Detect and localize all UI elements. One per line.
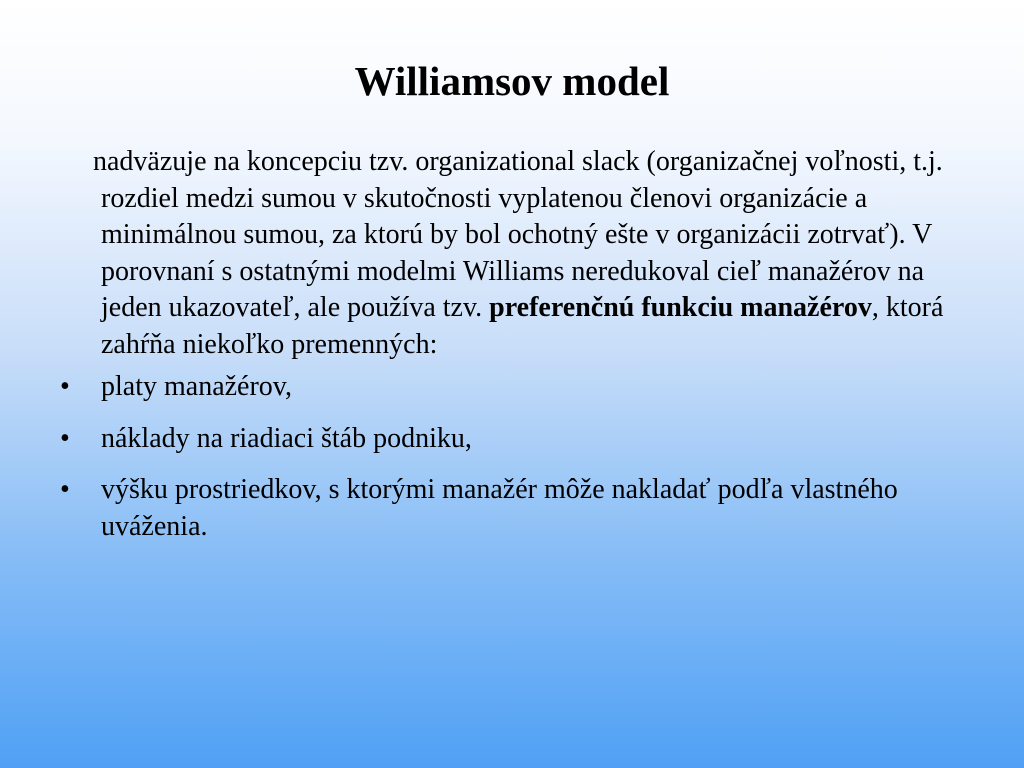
intro-bold-term: preferenčnú funkciu manažérov bbox=[489, 292, 872, 323]
bullet-marker: • bbox=[60, 474, 70, 505]
bullet-text: náklady na riadiaci štáb podniku, bbox=[101, 422, 472, 454]
bullet-marker: • bbox=[60, 422, 70, 454]
bullet-text: výšku prostriedkov, s ktorými manažér môže nakladať podľa vlastného uváženia. bbox=[101, 474, 898, 542]
bullet-item bbox=[58, 472, 978, 545]
intro-paragraph bbox=[58, 144, 978, 363]
slide-title: Williamsov model bbox=[354, 58, 670, 104]
bullet-marker: • bbox=[60, 371, 70, 402]
intro-text: nadväzuje na koncepciu tzv. organizational slack (organizačnej voľnosti, t.j. rozdiel medzi sumou v skutočnosti vyplatenou členovi organizácie a minimálnou sumou, za ktorú by bol ochotný ešte v organizácii zotrvať). V porovnaní s ostatnými modelmi Williams neredukoval cieľ manažérov na jeden ukazovateľ, ale používa tzv. bbox=[93, 146, 943, 323]
intro-text-end: , ktorá zahŕňa niekoľko premenných: bbox=[101, 292, 944, 360]
bullet-item bbox=[58, 421, 978, 458]
bullet-text: platy manažérov, bbox=[101, 371, 292, 402]
slide-content bbox=[58, 144, 978, 560]
bullet-item bbox=[58, 369, 978, 406]
bullet-list bbox=[58, 369, 978, 545]
